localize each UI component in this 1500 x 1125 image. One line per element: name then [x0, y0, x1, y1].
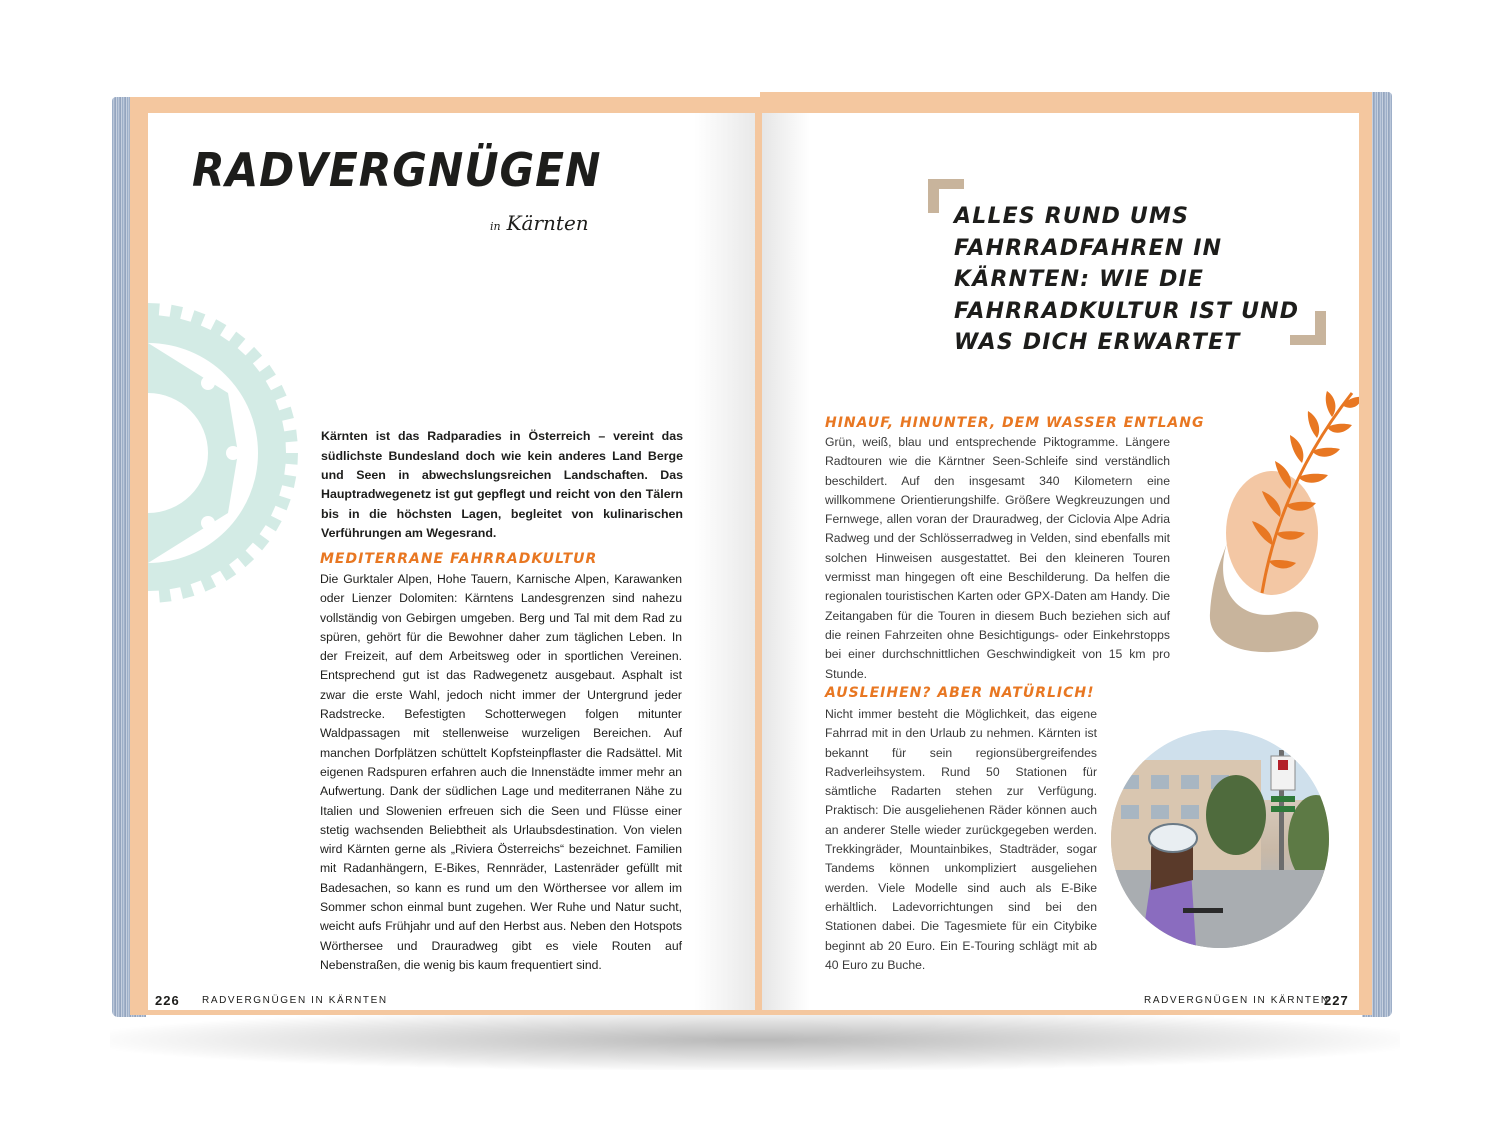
intro-paragraph: Kärnten ist das Radparadies in Österreich – vereint das südlichste Bundesland doch wie kein anderes Land Berge und Seen in abwechslungsreichen Landschaften. Das Hauptradwegenetz ist gut gepflegt und reicht von den Tälern bis in die höchsten Lagen, begleitet von kulinarischen Verführungen am Wegesrand. — [321, 429, 683, 540]
body-text-right-1: Grün, weiß, blau und entsprechende Piktogramme. Längere Radtouren wie die Kärntner Seen-Schleife sind verständlich beschildert. Auf den insgesamt 340 Kilometern eine willkommene Orientierungshilfe. Größere Wegkreuzungen und Fernwege, allen voran der Drauradweg, der Ciclovia Alpe Adria Radweg und der Schlösserradweg in Velden, sind ebenfalls mit solchen Hinweisen ausgestattet. Bei den kleineren Touren vermisst man hingegen oft eine Beschilderung. Da helfen die regionalen touristischen Karten oder GPX-Daten am Handy. Die Zeitangaben für die Touren in diesem Buch beziehen sich auf die reinen Fahrzeiten ohne Besichtigungs- oder Einkehrstopps bei einer durchschnittlichen Geschwindigkeit von 15 km pro Stunde. — [825, 435, 1170, 681]
section-heading-ausleihen: AUSLEIHEN? ABER NATÜRLICH! — [825, 685, 1095, 701]
subtitle-region: Kärnten — [506, 211, 589, 235]
chapter-subtitle — [490, 211, 589, 235]
chapter-title: RADVERGNÜGEN — [192, 143, 602, 197]
quote-bracket-close-icon — [1286, 305, 1326, 345]
pull-quote: ALLES RUND UMS FAHRRADFAHREN IN KÄRNTEN: WIE DIE FAHRRADKULTUR IST UND WAS DICH ERWARTET — [954, 204, 1300, 355]
section-heading-mediterrane: MEDITERRANE FAHRRADKULTUR — [320, 551, 598, 567]
leaf-decoration-icon — [1202, 383, 1359, 653]
chainring-gear-icon — [148, 283, 308, 623]
section-heading-hinauf: HINAUF, HINUNTER, DEM WASSER ENTLANG — [825, 415, 1205, 431]
running-footer-right: RADVERGNÜGEN IN KÄRNTEN — [1144, 995, 1330, 1006]
book-shadow — [110, 1010, 1400, 1070]
body-text-right-2: Nicht immer besteht die Möglichkeit, das eigene Fahrrad mit in den Urlaub zu nehmen. Kärnten ist bekannt für sein regionsübergreifendes Radverleihsystem. Rund 50 Stationen für sämtliche Radarten stehen zur Verfügung. Praktisch: Die ausgeliehenen Räder können auch an anderer Stelle wieder zurückgegeben werden. Trekkingräder, Mountainbikes, Stadträder, sogar Tandems können unkompliziert ausgeliehen werden. Viele Modelle sind auch als E-Bike erhältlich. Ladevorrichtungen sind bei den Stationen dabei. Die Tagesmiete für ein Citybike beginnt ab 20 Euro. Ein E-Touring schlägt mit ab 40 Euro zu Buche. — [825, 707, 1097, 972]
left-page — [148, 113, 755, 1010]
page-number-right: 227 — [1324, 993, 1349, 1008]
subtitle-prefix: in — [490, 220, 501, 233]
cyclist-illustration — [1111, 730, 1329, 948]
running-footer-left: RADVERGNÜGEN IN KÄRNTEN — [202, 995, 388, 1006]
cyclist-photo — [1111, 730, 1329, 948]
page-number-left: 226 — [155, 993, 180, 1008]
right-page — [762, 113, 1359, 1010]
body-text-left: Die Gurktaler Alpen, Hohe Tauern, Karnische Alpen, Karawanken oder Lienzer Dolomiten: Kärntens Landesgrenzen sind nahezu vollständig von Gebirgen umgeben. Berg und Tal mit dem Rad zu spüren, gehört für die Bewohner daher zum täglichen Leben. In der Freizeit, auf dem Arbeitsweg oder in sportlichen Vereinen. Entsprechend gut ist das Radwegenetz ausgebaut. Asphalt ist zwar die erste Wahl, jedoch nicht immer der Untergrund jeder Radstrecke. Befestigten Schotterwegen folgen mitunter Waldpassagen mit stellenweise wurzeligen Bereichen. Auf manchen Dorfplätzen schüttelt Kopfsteinpflaster die Radsättel. Mit eigenen Radspuren erfahren auch die Innenstädte immer mehr an Aufwertung. Dank der südlichen Lage und mediterranen Nähe zu Italien und Slowenien erfreuen sich die Seen und Flüsse einer stetig wachsenden Beliebtheit als Urlaubsdestination. Von vielen wird Kärnten gerne als „Riviera Österreichs“ bezeichnet. Familien mit Radanhängern, E-Bikes, Rennräder, Lastenräder gefüllt mit Badesachen, so kann es rund um den Wörthersee vor allem im Sommer schon einmal bunt zugehen. Wer Ruhe und Natur sucht, weicht aufs Frühjahr und auf den Herbst aus. Neben den Hotspots Wörthersee und Drauradweg gibt es viele Routen auf Nebenstraßen, die wenig bis kaum frequentiert sind. — [320, 572, 682, 972]
